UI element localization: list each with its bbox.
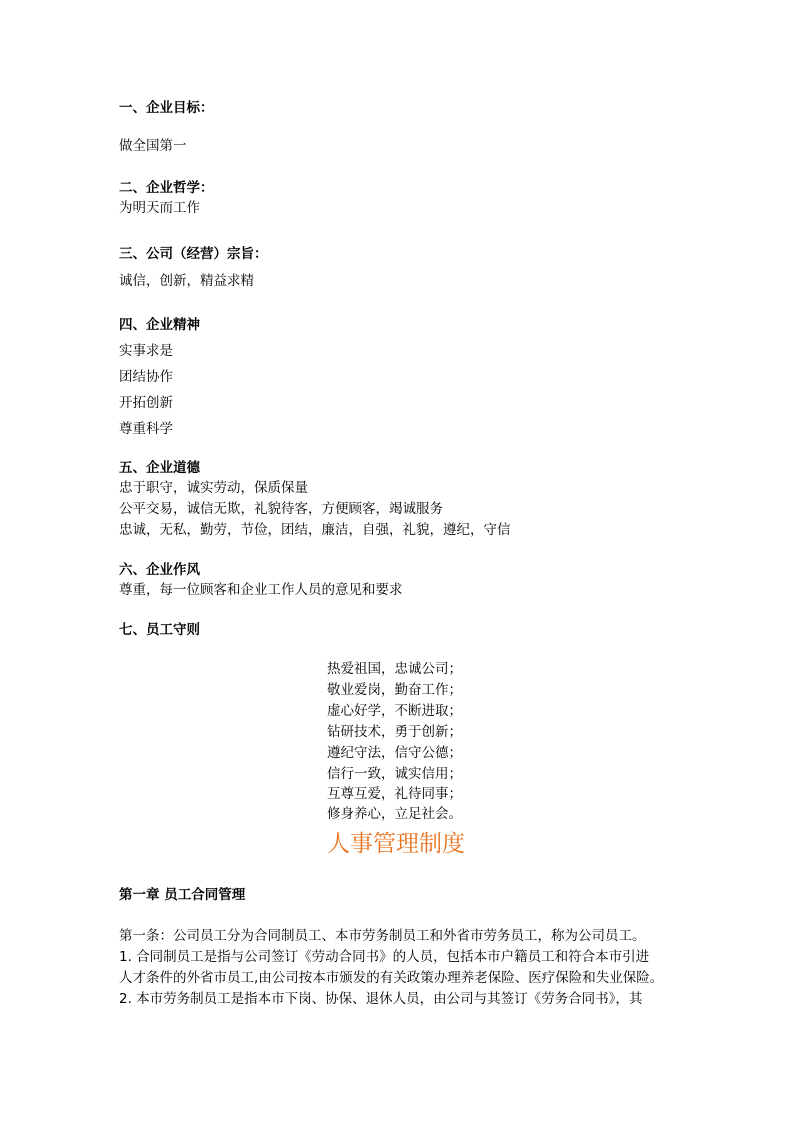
rule-line: 钻研技术，勇于创新； — [327, 724, 462, 740]
section-5-line: 公平交易，诚信无欺，礼貌待客，方便顾客，竭诚服务 — [119, 501, 443, 517]
section-4-line: 开拓创新 — [119, 395, 173, 411]
section-5-line: 忠于职守，诚实劳动，保质保量 — [119, 480, 308, 496]
section-2-heading: 二、企业哲学： — [119, 180, 214, 196]
section-3-line: 诚信，创新，精益求精 — [119, 273, 254, 289]
rule-line: 热爱祖国，忠诚公司； — [327, 661, 462, 677]
chapter-1-line: 人才条件的外省市员工,由公司按本市颁发的有关政策办理养老保险、医疗保险和失业保险。 — [119, 970, 664, 986]
section-5-heading: 五、企业道德 — [119, 460, 200, 476]
section-5-line: 忠诚，无私，勤劳，节俭，团结，廉洁，自强，礼貌，遵纪，守信 — [119, 522, 511, 538]
section-3-heading: 三、公司（经营）宗旨： — [119, 246, 268, 262]
rule-line: 修身养心，立足社会。 — [327, 806, 462, 822]
section-1-line: 做全国第一 — [119, 138, 187, 154]
section-1-heading: 一、企业目标： — [119, 100, 214, 116]
chapter-1-line: 1. 合同制员工是指与公司签订《劳动合同书》的人员，包括本市户籍员工和符合本市引进 — [119, 949, 650, 965]
section-6-heading: 六、企业作风 — [119, 562, 200, 578]
rule-line: 互尊互爱，礼待同事； — [327, 786, 462, 802]
document-title: 人事管理制度 — [327, 831, 465, 857]
rule-line: 虚心好学，不断进取； — [327, 703, 462, 719]
section-6-line: 尊重，每一位顾客和企业工作人员的意见和要求 — [119, 582, 403, 598]
chapter-1-line: 第一条：公司员工分为合同制员工、本市劳务制员工和外省市劳务员工，称为公司员工。 — [119, 928, 646, 944]
section-4-line: 团结协作 — [119, 369, 173, 385]
chapter-1-heading: 第一章 员工合同管理 — [119, 887, 246, 903]
rule-line: 信行一致，诚实信用； — [327, 766, 462, 782]
section-4-heading: 四、企业精神 — [119, 317, 200, 333]
section-4-line: 实事求是 — [119, 343, 173, 359]
rule-line: 遵纪守法，信守公德； — [327, 745, 462, 761]
chapter-1-line: 2. 本市劳务制员工是指本市下岗、协保、退休人员，由公司与其签订《劳务合同书》，其 — [119, 991, 643, 1007]
section-2-line: 为明天而工作 — [119, 200, 200, 216]
section-4-line: 尊重科学 — [119, 421, 173, 437]
section-7-heading: 七、员工守则 — [119, 622, 200, 638]
rule-line: 敬业爱岗，勤奋工作； — [327, 682, 462, 698]
